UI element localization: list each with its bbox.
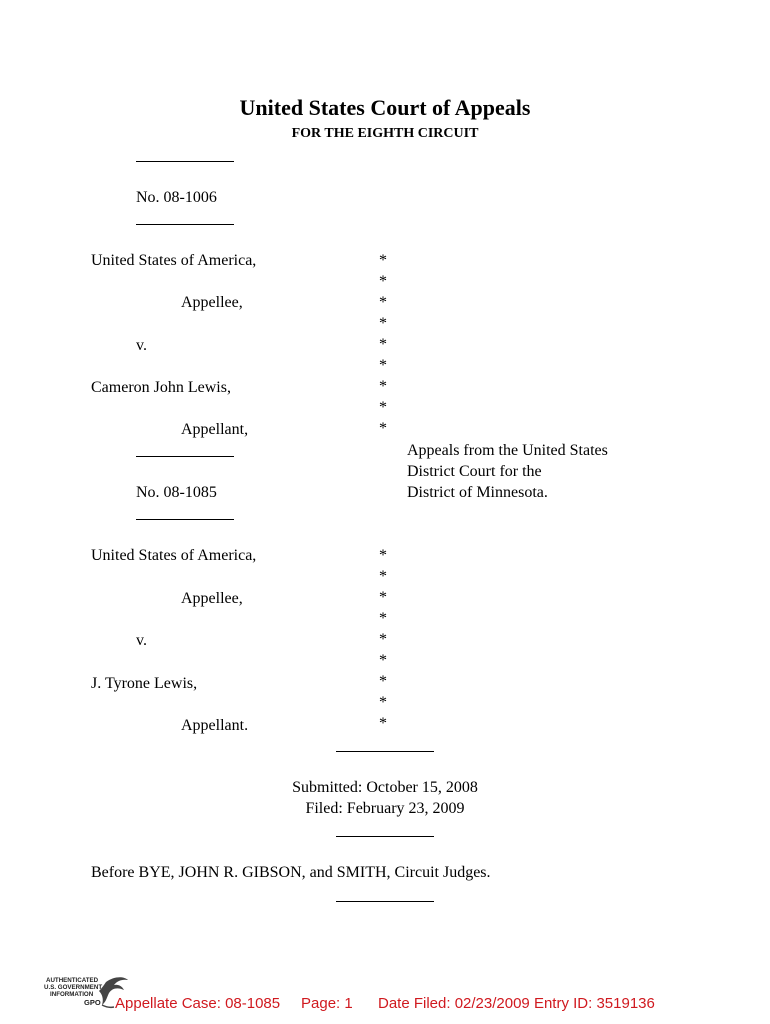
party-name: J. Tyrone Lewis,	[91, 675, 198, 692]
star-separator: *	[379, 252, 387, 269]
star-separator: *	[379, 315, 387, 332]
panel-judges: Before BYE, JOHN R. GIBSON, and SMITH, Circuit Judges.	[91, 864, 491, 881]
filed-date: Filed: February 23, 2009	[305, 800, 465, 817]
separator-rule	[336, 836, 434, 837]
separator-rule	[136, 456, 234, 457]
star-separator: *	[379, 715, 387, 732]
court-subtitle: FOR THE EIGHTH CIRCUIT	[291, 126, 479, 141]
svg-text:GPO: GPO	[84, 998, 101, 1007]
appeal-origin-line: Appeals from the United States	[407, 442, 608, 459]
footer-page-number: Page: 1	[301, 995, 353, 1012]
star-separator: *	[379, 694, 387, 711]
star-separator: *	[379, 336, 387, 353]
party-role: Appellee,	[181, 590, 243, 607]
star-separator: *	[379, 589, 387, 606]
party-role: Appellant.	[181, 717, 249, 734]
footer-case-number: Appellate Case: 08-1085	[115, 995, 281, 1012]
star-separator: *	[379, 610, 387, 627]
svg-text:INFORMATION: INFORMATION	[50, 991, 94, 998]
separator-rule	[336, 751, 434, 752]
star-separator: *	[379, 378, 387, 395]
case-number: No. 08-1085	[136, 484, 217, 501]
star-separator: *	[379, 273, 387, 290]
separator-rule	[136, 224, 234, 225]
case-number: No. 08-1006	[136, 189, 217, 206]
party-name: United States of America,	[91, 252, 257, 269]
appeal-origin-line: District Court for the	[407, 463, 542, 480]
versus-label: v.	[136, 632, 147, 649]
star-separator: *	[379, 399, 387, 416]
appeal-origin-line: District of Minnesota.	[407, 484, 548, 501]
star-separator: *	[379, 631, 387, 648]
star-separator: *	[379, 294, 387, 311]
party-name: Cameron John Lewis,	[91, 379, 231, 396]
star-separator: *	[379, 652, 387, 669]
star-separator: *	[379, 357, 387, 374]
footer-date-filed: Date Filed: 02/23/2009 Entry ID: 3519136	[378, 995, 655, 1012]
star-separator: *	[379, 420, 387, 437]
court-title: United States Court of Appeals	[239, 95, 531, 120]
separator-rule	[136, 519, 234, 520]
separator-rule	[336, 901, 434, 902]
party-name: United States of America,	[91, 547, 257, 564]
svg-text:U.S. GOVERNMENT: U.S. GOVERNMENT	[44, 984, 103, 991]
separator-rule	[136, 161, 234, 162]
party-role: Appellant,	[181, 421, 249, 438]
versus-label: v.	[136, 337, 147, 354]
submitted-date: Submitted: October 15, 2008	[292, 779, 478, 796]
star-separator: *	[379, 547, 387, 564]
svg-text:AUTHENTICATED: AUTHENTICATED	[46, 977, 99, 984]
party-role: Appellee,	[181, 294, 243, 311]
star-separator: *	[379, 673, 387, 690]
star-separator: *	[379, 568, 387, 585]
